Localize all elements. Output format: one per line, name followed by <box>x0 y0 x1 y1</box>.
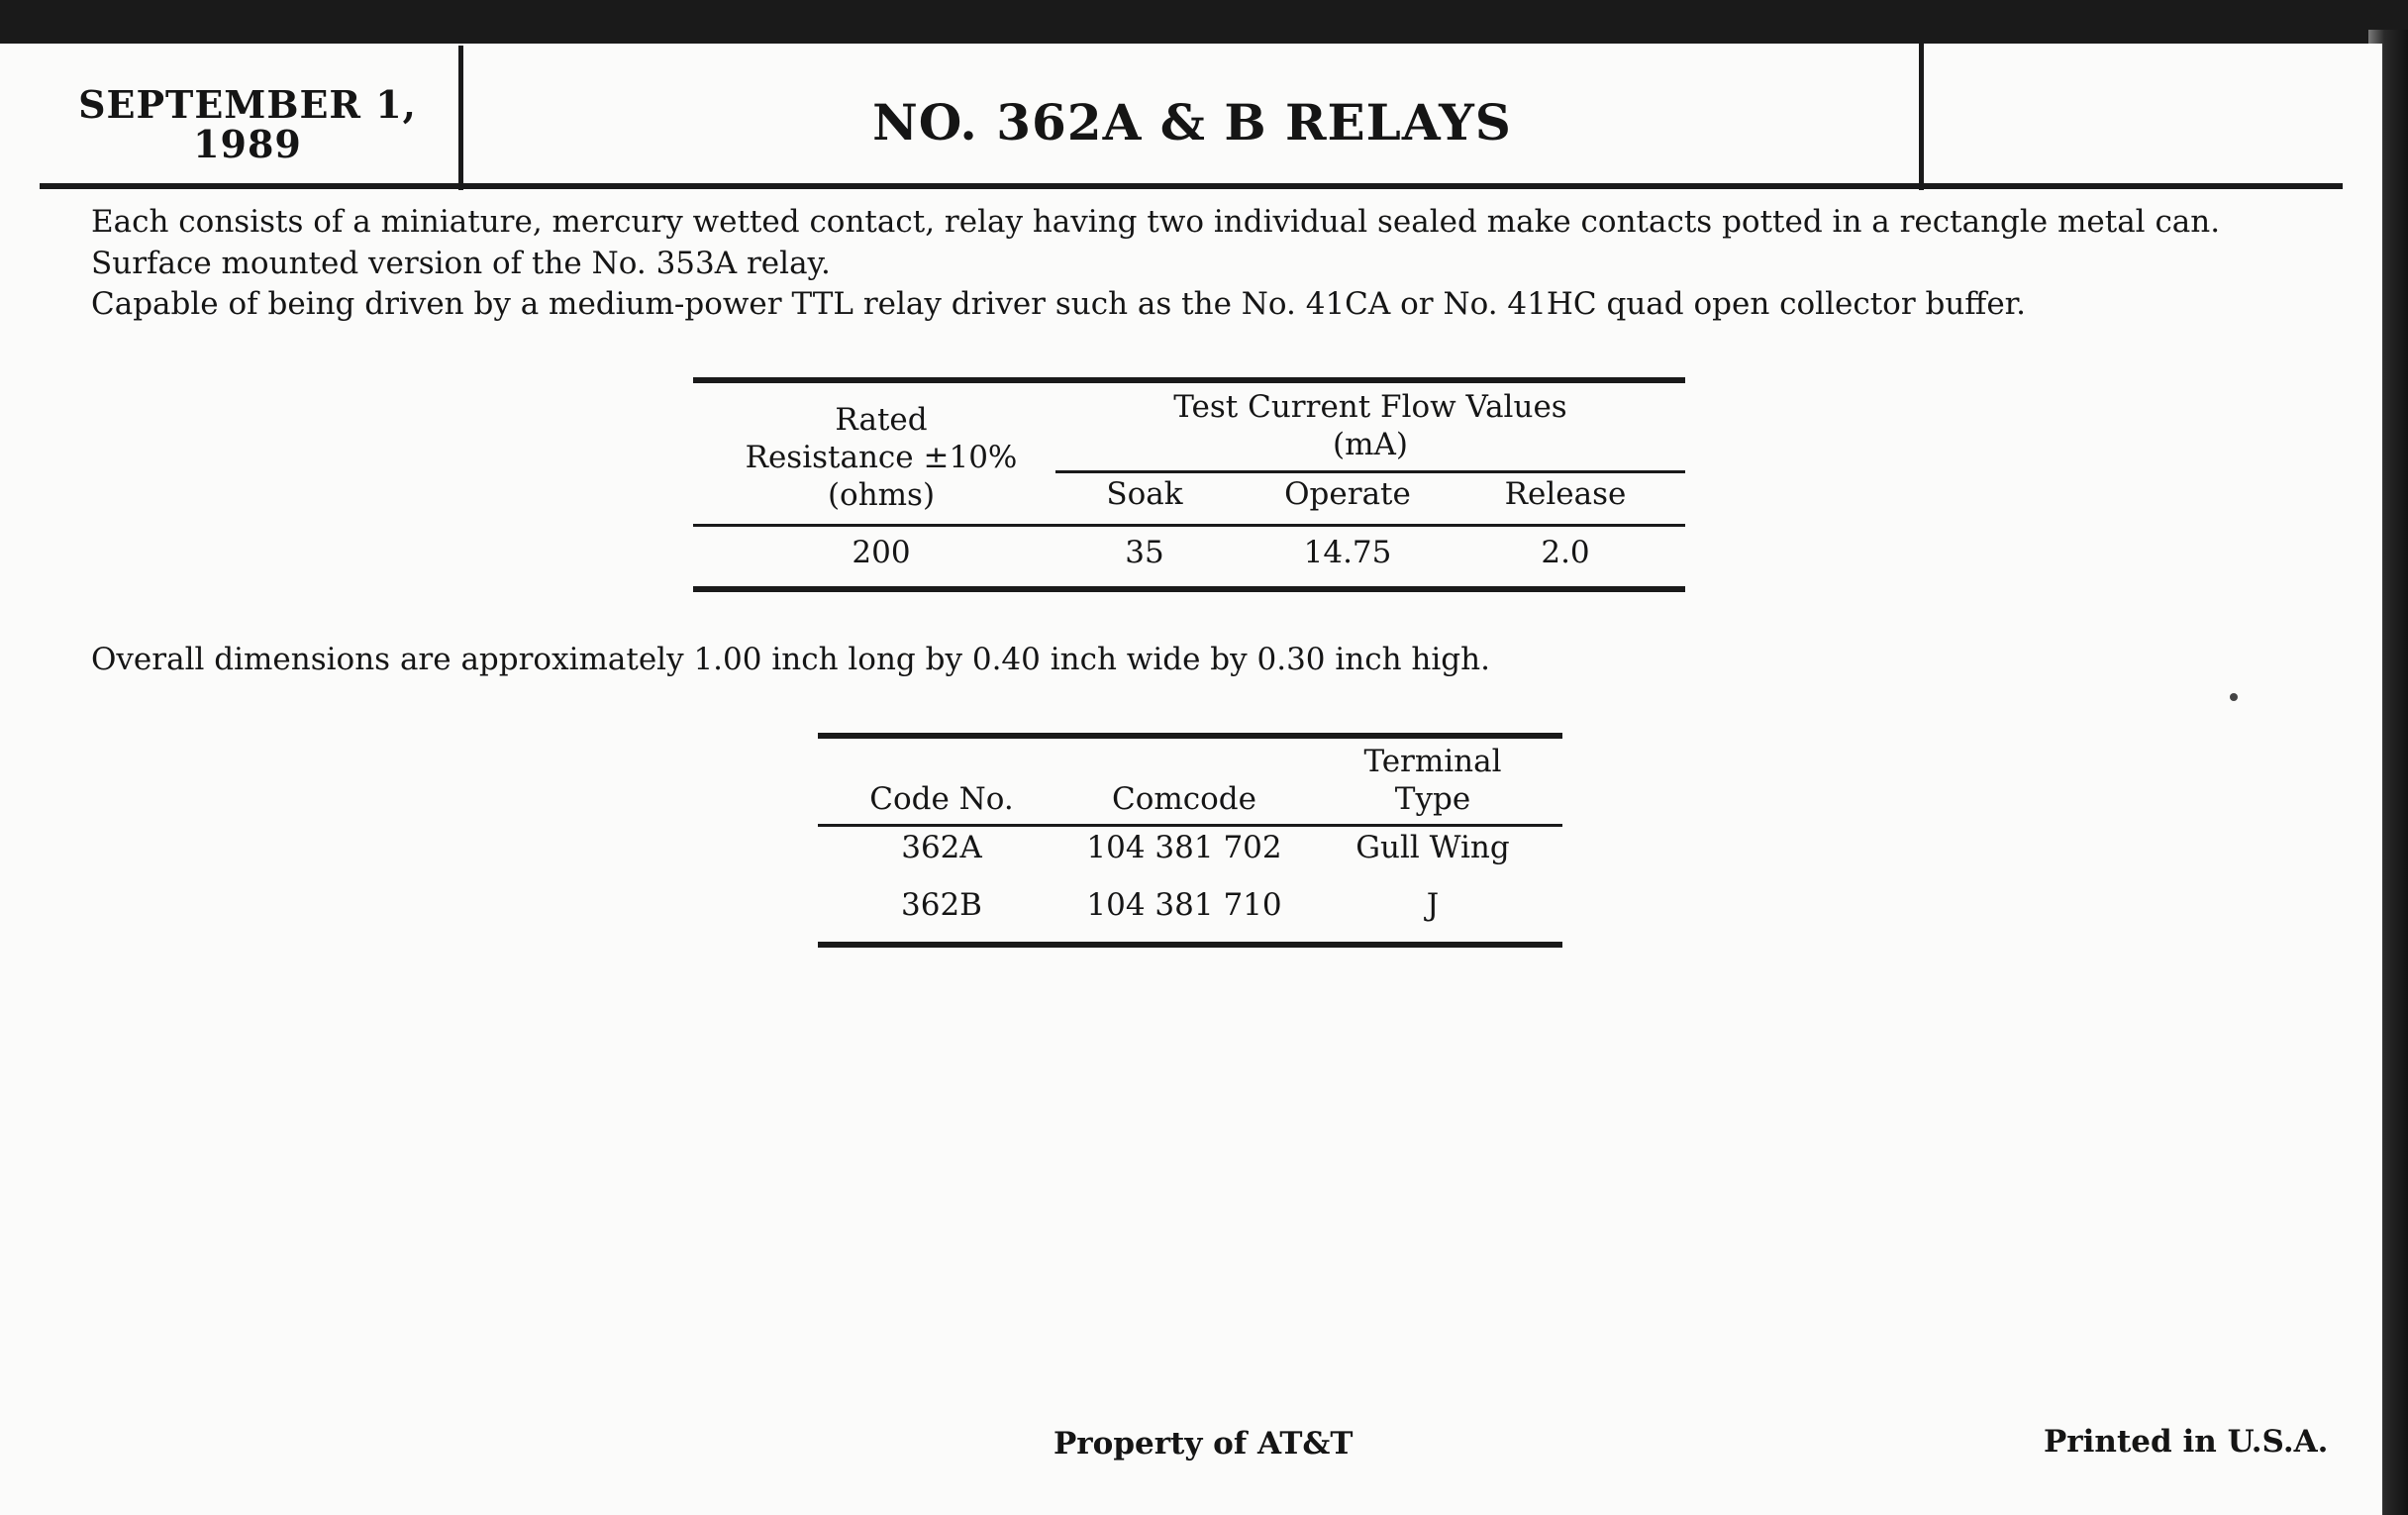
scan-speck <box>2230 693 2238 701</box>
comcode-header: Comcode <box>1112 781 1256 817</box>
document-title: NO. 362A & B RELAYS <box>872 93 1512 152</box>
comcode-value: 104 381 710 <box>1086 887 1282 923</box>
soak-value: 35 <box>1125 535 1164 570</box>
terminal-value: J <box>1426 887 1440 923</box>
operate-value: 14.75 <box>1303 535 1392 570</box>
header-bottom-rule <box>40 183 2343 189</box>
resistance-value: 200 <box>852 535 911 570</box>
group-header-rule <box>1055 470 1685 473</box>
soak-header: Soak <box>1106 476 1183 512</box>
dimensions-note: Overall dimensions are approximately 1.00 inch long by 0.40 inch wide by 0.30 inch high. <box>91 642 1490 677</box>
description-line-1: Each consists of a miniature, mercury wetted contact, relay having two individual sealed make contacts potted in a rectangle metal can. <box>91 204 2221 240</box>
release-header: Release <box>1504 476 1627 512</box>
code-table-top-rule <box>818 733 1562 739</box>
code-value: 362A <box>901 830 982 865</box>
comcode-value: 104 381 702 <box>1086 830 1282 865</box>
code-header-rule <box>818 824 1562 827</box>
code-no-header: Code No. <box>869 781 1014 817</box>
terminal-type-header: Terminal Type <box>1363 744 1502 817</box>
release-value: 2.0 <box>1541 535 1590 570</box>
footer-property: Property of AT&T <box>1054 1426 1354 1462</box>
resistance-header: Rated Resistance ±10% (ohms) <box>745 402 1018 513</box>
code-value: 362B <box>901 887 982 923</box>
code-table-bottom-rule <box>818 942 1562 948</box>
electrical-header-rule <box>693 524 1685 527</box>
description-line-3: Capable of being driven by a medium-power TTL relay driver such as the No. 41CA or No. 41HC quad open collector buffer. <box>91 286 2026 322</box>
electrical-table-bottom-rule <box>693 586 1685 592</box>
electrical-table-top-rule <box>693 377 1685 383</box>
document-date: SEPTEMBER 1, 1989 <box>78 82 417 166</box>
terminal-value: Gull Wing <box>1355 830 1510 865</box>
operate-header: Operate <box>1284 476 1411 512</box>
description-line-2: Surface mounted version of the No. 353A relay. <box>91 246 831 281</box>
test-current-header: Test Current Flow Values (mA) <box>1173 389 1567 462</box>
scan-border-top <box>0 0 2408 46</box>
footer-printed: Printed in U.S.A. <box>2044 1424 2329 1460</box>
